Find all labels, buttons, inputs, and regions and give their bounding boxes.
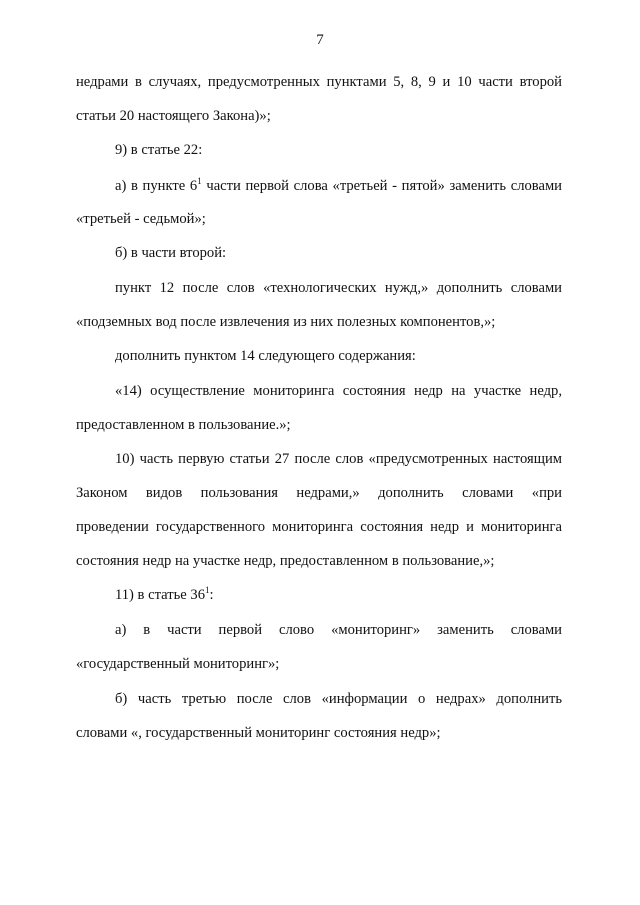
text-line: предоставленном в пользование.»; [76,417,291,433]
text-line: Законом видов пользования недрами,» дополнить словами «при [76,485,562,501]
text-line: «14) осуществление мониторинга состояния недр на участке недр, [115,383,562,399]
text-line: статьи 20 настоящего Закона)»; [76,108,271,124]
text-line: пункт 12 после слов «технологических нужд,» дополнить словами [115,280,562,296]
text-line: дополнить пунктом 14 следующего содержания: [115,348,416,364]
text-line: 9) в статье 22: [115,142,203,158]
text-fragment: а) в пункте 6 [115,178,198,194]
text-line: состояния недр на участке недр, предоставленном в пользование,»; [76,553,495,569]
text-line: 10) часть первую статьи 27 после слов «предусмотренных настоящим [115,451,562,467]
text-line [115,585,562,605]
text-line: «третьей - седьмой»; [76,211,206,227]
text-fragment: 11) в статье 36 [115,587,205,603]
text-line [115,176,562,196]
superscript: 1 [205,585,210,595]
superscript: 1 [197,176,202,186]
text-line: «государственный мониторинг»; [76,656,280,672]
page-number: 7 [316,32,324,48]
text-line: недрами в случаях, предусмотренных пунктами 5, 8, 9 и 10 части второй [76,74,562,90]
text-line: «подземных вод после извлечения из них полезных компонентов,»; [76,314,496,330]
text-fragment: части первой слова «третьей - пятой» заменить словами [201,178,562,194]
text-line: б) часть третью после слов «информации о недрах» дополнить [115,691,562,707]
text-line: а) в части первой слово «мониторинг» заменить словами [115,622,562,638]
text-fragment: : [209,587,214,603]
text-line: проведении государственного мониторинга состояния недр и мониторинга [76,519,562,535]
text-line: б) в части второй: [115,245,227,261]
text-line: словами «, государственный мониторинг состояния недр»; [76,725,441,741]
